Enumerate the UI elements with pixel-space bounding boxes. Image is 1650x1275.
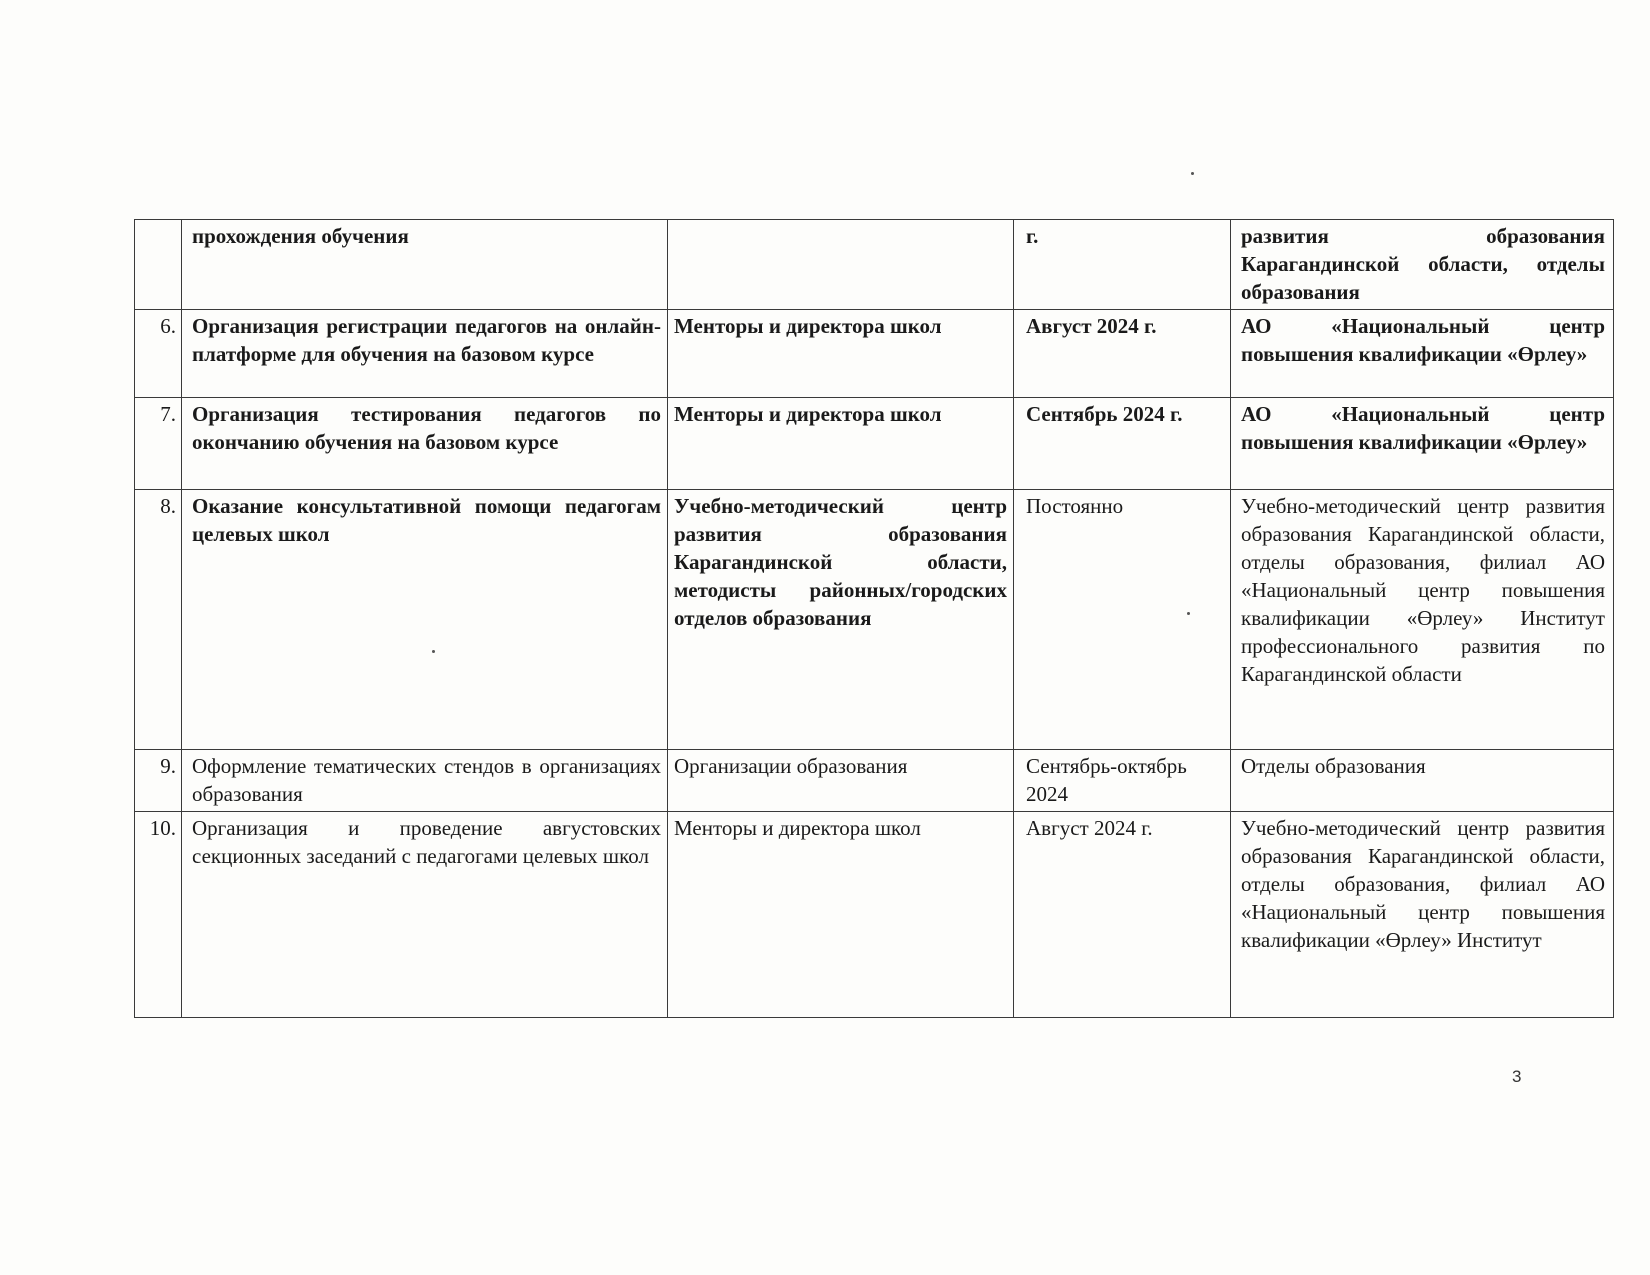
organization-cell: Отделы образования (1231, 750, 1614, 812)
organization-cell: АО «Национальный центр повышения квалификации «Өрлеу» (1231, 398, 1614, 490)
event-cell: Оформление тематических стендов в организациях образования (182, 750, 668, 812)
event-cell: Организация и проведение августовских секционных заседаний с педагогами целевых школ (182, 812, 668, 1018)
date-cell: Сентябрь 2024 г. (1014, 398, 1231, 490)
date-cell: Август 2024 г. (1014, 812, 1231, 1018)
organization-cell: Учебно-методический центр развития образования Карагандинской области, отделы образования, филиал АО «Национальный центр повышения квалификации «Өрлеу» Институт профессионального развития по Карагандинской области (1231, 490, 1614, 750)
row-number: 9. (135, 750, 182, 812)
table-row (135, 310, 1614, 398)
scan-speck (1191, 172, 1194, 175)
date-cell: Сентябрь-октябрь 2024 (1014, 750, 1231, 812)
row-number: 8. (135, 490, 182, 750)
event-cell: Организация тестирования педагогов по окончанию обучения на базовом курсе (182, 398, 668, 490)
scan-speck (432, 650, 435, 653)
organization-cell: Учебно-методический центр развития образования Карагандинской области, отделы образования, филиал АО «Национальный центр повышения квалификации «Өрлеу» Институт (1231, 812, 1614, 1018)
event-cell: Организация регистрации педагогов на онлайн-платформе для обучения на базовом курсе (182, 310, 668, 398)
table-row (135, 812, 1614, 1018)
responsible-cell: Организации образования (668, 750, 1014, 812)
table-row (135, 750, 1614, 812)
table-row (135, 398, 1614, 490)
organization-cell: развития образования Карагандинской области, отделы образования (1231, 220, 1614, 310)
row-number (135, 220, 182, 310)
table-row-continuation (135, 220, 1614, 310)
row-number: 7. (135, 398, 182, 490)
row-number: 6. (135, 310, 182, 398)
event-cell: прохождения обучения (182, 220, 668, 310)
scan-speck (1187, 612, 1190, 615)
page-number: 3 (1512, 1067, 1522, 1086)
responsible-cell (668, 220, 1014, 310)
table-row (135, 490, 1614, 750)
action-plan-table (134, 219, 1614, 1018)
responsible-cell: Учебно-методический центр развития образования Карагандинской области, методисты районных/городских отделов образования (668, 490, 1014, 750)
date-cell: Постоянно (1014, 490, 1231, 750)
responsible-cell: Менторы и директора школ (668, 310, 1014, 398)
date-cell: г. (1014, 220, 1231, 310)
responsible-cell: Менторы и директора школ (668, 398, 1014, 490)
responsible-cell: Менторы и директора школ (668, 812, 1014, 1018)
organization-cell: АО «Национальный центр повышения квалификации «Өрлеу» (1231, 310, 1614, 398)
date-cell: Август 2024 г. (1014, 310, 1231, 398)
event-cell: Оказание консультативной помощи педагогам целевых школ (182, 490, 668, 750)
row-number: 10. (135, 812, 182, 1018)
